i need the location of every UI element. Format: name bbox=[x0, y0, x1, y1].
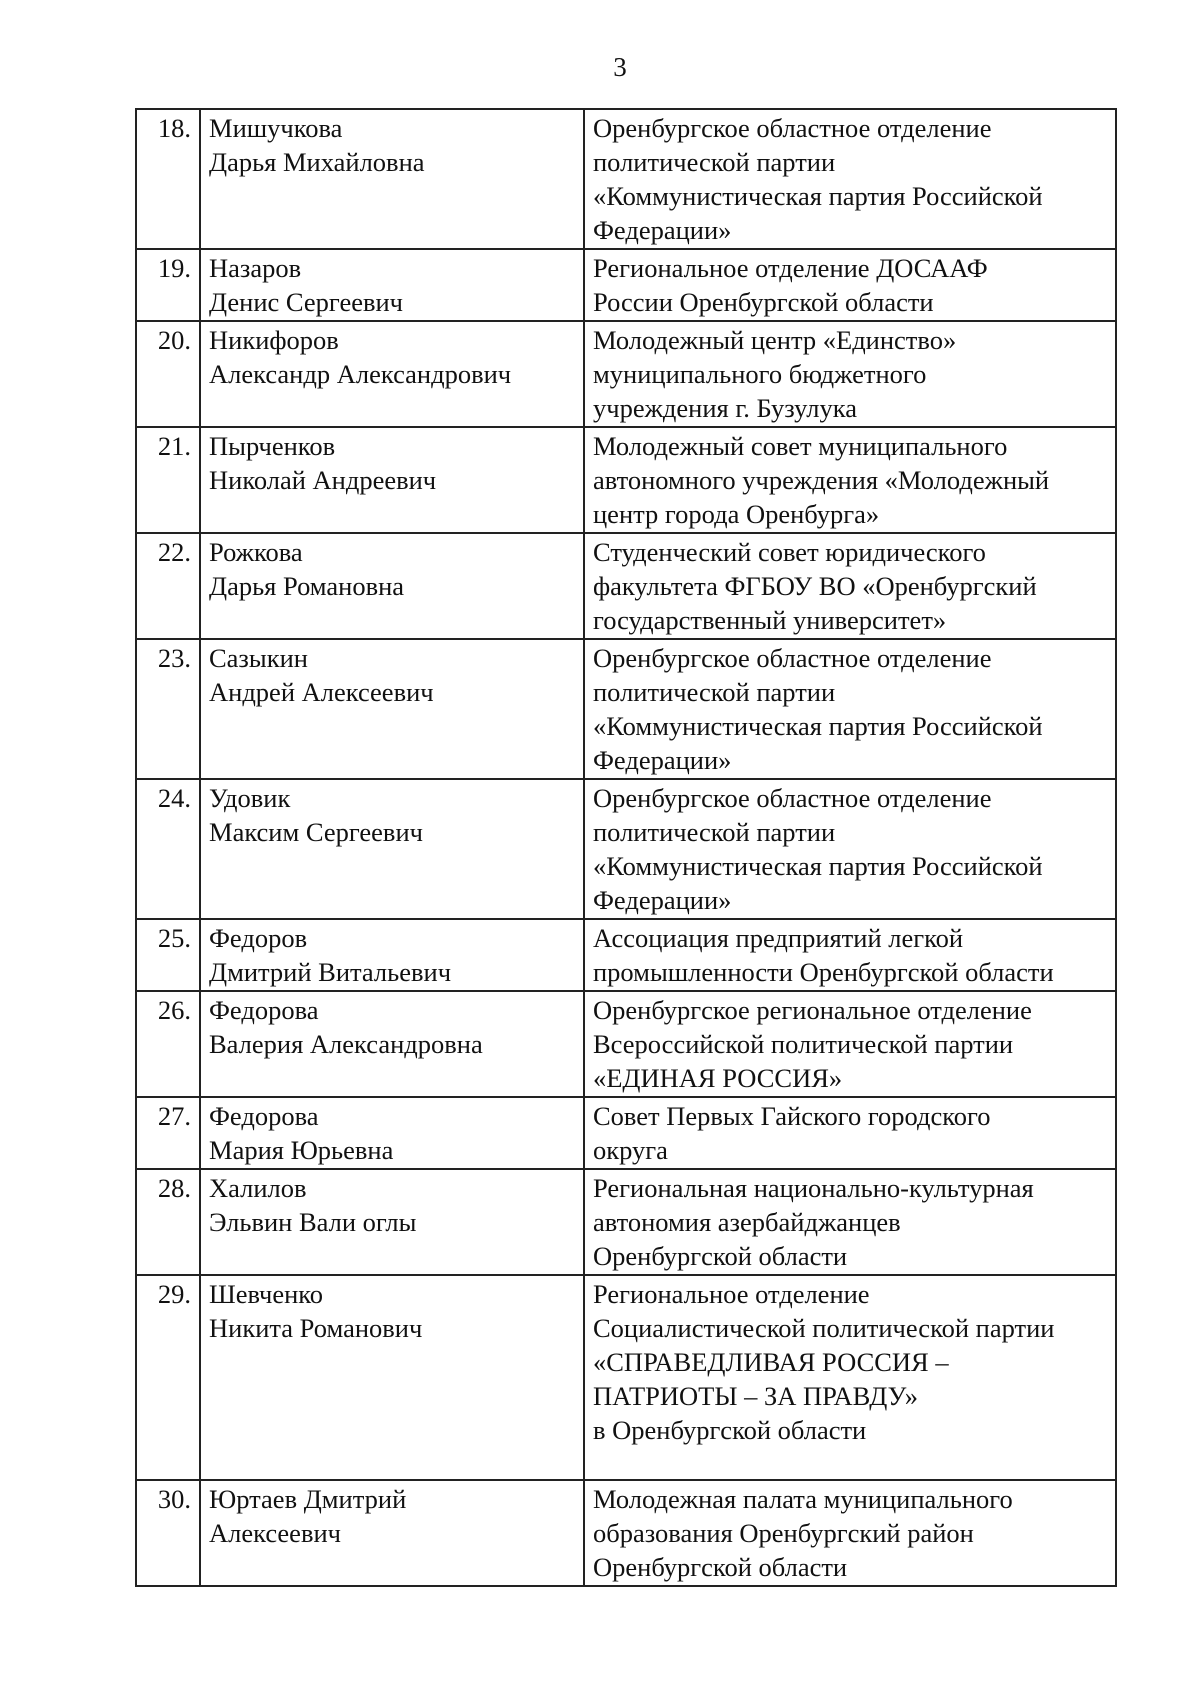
organization-cell bbox=[584, 1480, 1116, 1586]
organization-line: автономия азербайджанцев bbox=[593, 1207, 901, 1237]
organization-line: в Оренбургской области bbox=[593, 1415, 867, 1445]
member-name-line: Мария Юрьевна bbox=[209, 1135, 394, 1165]
organization-cell bbox=[584, 919, 1116, 991]
member-name-line: Алексеевич bbox=[209, 1518, 341, 1548]
member-name-cell bbox=[200, 249, 584, 321]
organization-line: Студенческий совет юридического bbox=[593, 537, 986, 567]
organization-line: Федерации» bbox=[593, 885, 732, 915]
organization-cell bbox=[584, 639, 1116, 779]
organization-cell bbox=[584, 1275, 1116, 1480]
table-row bbox=[136, 249, 1116, 321]
organization-line: политической партии bbox=[593, 147, 836, 177]
row-number: 25. bbox=[136, 919, 200, 991]
organization-cell bbox=[584, 109, 1116, 249]
table-row bbox=[136, 109, 1116, 249]
organization-line: Оренбургское региональное отделение bbox=[593, 995, 1032, 1025]
table-row bbox=[136, 779, 1116, 919]
member-name-line: Назаров bbox=[209, 253, 302, 283]
member-name-cell bbox=[200, 1097, 584, 1169]
organization-line: «СПРАВЕДЛИВАЯ РОССИЯ – bbox=[593, 1347, 949, 1377]
organization-line: Всероссийской политической партии bbox=[593, 1029, 1014, 1059]
organization-line: муниципального бюджетного bbox=[593, 359, 927, 389]
row-number: 30. bbox=[136, 1480, 200, 1586]
row-number: 26. bbox=[136, 991, 200, 1097]
member-name-line: Николай Андреевич bbox=[209, 465, 437, 495]
member-name-line: Андрей Алексеевич bbox=[209, 677, 434, 707]
organization-line: России Оренбургской области bbox=[593, 287, 934, 317]
organization-line: «Коммунистическая партия Российской bbox=[593, 181, 1043, 211]
member-name-cell bbox=[200, 639, 584, 779]
table-row bbox=[136, 1275, 1116, 1480]
row-number: 27. bbox=[136, 1097, 200, 1169]
organization-line: Региональное отделение bbox=[593, 1279, 870, 1309]
member-name-cell bbox=[200, 1480, 584, 1586]
member-name-line: Денис Сергеевич bbox=[209, 287, 403, 317]
table-row bbox=[136, 533, 1116, 639]
row-number: 22. bbox=[136, 533, 200, 639]
table-row bbox=[136, 919, 1116, 991]
table-row bbox=[136, 321, 1116, 427]
member-name-line: Шевченко bbox=[209, 1279, 324, 1309]
row-number: 19. bbox=[136, 249, 200, 321]
table-row bbox=[136, 639, 1116, 779]
organization-line: Региональное отделение ДОСААФ bbox=[593, 253, 988, 283]
members-table-body bbox=[136, 109, 1116, 1586]
organization-cell bbox=[584, 991, 1116, 1097]
organization-line: политической партии bbox=[593, 817, 836, 847]
organization-line: политической партии bbox=[593, 677, 836, 707]
row-number: 28. bbox=[136, 1169, 200, 1275]
member-name-cell bbox=[200, 321, 584, 427]
organization-line: «Коммунистическая партия Российской bbox=[593, 711, 1043, 741]
organization-line: Молодежный центр «Единство» bbox=[593, 325, 957, 355]
row-number: 24. bbox=[136, 779, 200, 919]
member-name-line: Федорова bbox=[209, 1101, 319, 1131]
member-name-line: Никифоров bbox=[209, 325, 339, 355]
row-number: 20. bbox=[136, 321, 200, 427]
organization-line: образования Оренбургский район bbox=[593, 1518, 974, 1548]
member-name-cell bbox=[200, 1169, 584, 1275]
table-row bbox=[136, 1480, 1116, 1586]
table-row bbox=[136, 427, 1116, 533]
member-name-line: Александр Александрович bbox=[209, 359, 512, 389]
member-name-line: Пырченков bbox=[209, 431, 336, 461]
organization-cell bbox=[584, 1169, 1116, 1275]
organization-line: Федерации» bbox=[593, 745, 732, 775]
member-name-line: Юртаев Дмитрий bbox=[209, 1484, 407, 1514]
member-name-cell bbox=[200, 109, 584, 249]
organization-line: Оренбургское областное отделение bbox=[593, 643, 992, 673]
table-row bbox=[136, 1169, 1116, 1275]
organization-line: ПАТРИОТЫ – ЗА ПРАВДУ» bbox=[593, 1381, 919, 1411]
organization-line: округа bbox=[593, 1135, 668, 1165]
organization-line: учреждения г. Бузулука bbox=[593, 393, 857, 423]
member-name-line: Дарья Романовна bbox=[209, 571, 405, 601]
member-name-cell bbox=[200, 779, 584, 919]
row-number: 23. bbox=[136, 639, 200, 779]
organization-line: Молодежный совет муниципального bbox=[593, 431, 1008, 461]
organization-line: факультета ФГБОУ ВО «Оренбургский bbox=[593, 571, 1037, 601]
member-name-cell bbox=[200, 919, 584, 991]
organization-line: Оренбургской области bbox=[593, 1552, 848, 1582]
member-name-line: Удовик bbox=[209, 783, 291, 813]
member-name-line: Рожкова bbox=[209, 537, 303, 567]
organization-line: «Коммунистическая партия Российской bbox=[593, 851, 1043, 881]
organization-cell bbox=[584, 1097, 1116, 1169]
member-name-cell bbox=[200, 427, 584, 533]
organization-line: Совет Первых Гайского городского bbox=[593, 1101, 991, 1131]
member-name-line: Федоров bbox=[209, 923, 308, 953]
member-name-line: Халилов bbox=[209, 1173, 307, 1203]
member-name-line: Валерия Александровна bbox=[209, 1029, 483, 1059]
organization-cell bbox=[584, 533, 1116, 639]
organization-line: центр города Оренбурга» bbox=[593, 499, 880, 529]
member-name-cell bbox=[200, 1275, 584, 1480]
organization-line: Ассоциация предприятий легкой bbox=[593, 923, 964, 953]
organization-line: Оренбургское областное отделение bbox=[593, 783, 992, 813]
organization-line: Региональная национально-культурная bbox=[593, 1173, 1034, 1203]
members-table bbox=[135, 108, 1117, 1587]
member-name-line: Никита Романович bbox=[209, 1313, 423, 1343]
organization-line: промышленности Оренбургской области bbox=[593, 957, 1054, 987]
organization-cell bbox=[584, 779, 1116, 919]
member-name-cell bbox=[200, 533, 584, 639]
organization-cell bbox=[584, 427, 1116, 533]
organization-line: Федерации» bbox=[593, 215, 732, 245]
row-number: 21. bbox=[136, 427, 200, 533]
row-number: 29. bbox=[136, 1275, 200, 1480]
row-number: 18. bbox=[136, 109, 200, 249]
member-name-line: Мишучкова bbox=[209, 113, 343, 143]
organization-line: Социалистической политической партии bbox=[593, 1313, 1055, 1343]
organization-cell bbox=[584, 321, 1116, 427]
organization-line: государственный университет» bbox=[593, 605, 947, 635]
table-row bbox=[136, 1097, 1116, 1169]
organization-line: автономного учреждения «Молодежный bbox=[593, 465, 1050, 495]
member-name-line: Сазыкин bbox=[209, 643, 308, 673]
organization-cell bbox=[584, 249, 1116, 321]
member-name-line: Дарья Михайловна bbox=[209, 147, 425, 177]
member-name-line: Федорова bbox=[209, 995, 319, 1025]
organization-line: Оренбургской области bbox=[593, 1241, 848, 1271]
organization-line: Оренбургское областное отделение bbox=[593, 113, 992, 143]
organization-line: «ЕДИНАЯ РОССИЯ» bbox=[593, 1063, 843, 1093]
member-name-cell bbox=[200, 991, 584, 1097]
page-number: 3 bbox=[613, 52, 627, 82]
table-row bbox=[136, 991, 1116, 1097]
member-name-line: Максим Сергеевич bbox=[209, 817, 423, 847]
organization-line: Молодежная палата муниципального bbox=[593, 1484, 1013, 1514]
member-name-line: Эльвин Вали оглы bbox=[209, 1207, 417, 1237]
member-name-line: Дмитрий Витальевич bbox=[209, 957, 452, 987]
